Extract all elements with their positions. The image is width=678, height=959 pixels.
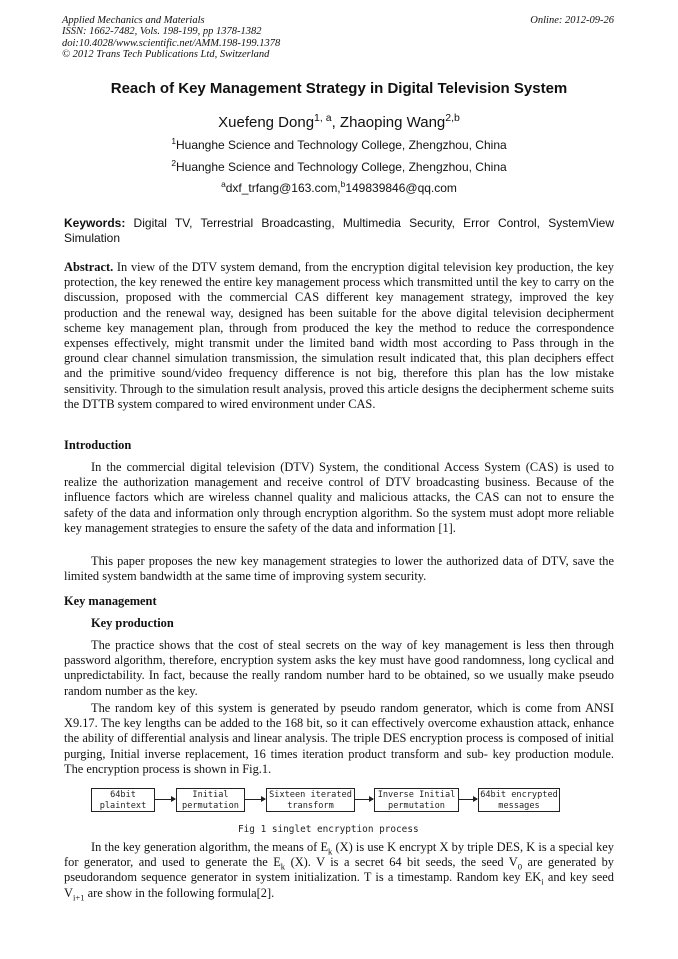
subscript: k [280,861,286,872]
box-initial-permutation [176,788,245,812]
arrow-4 [459,799,477,800]
subscript: i [541,876,544,887]
keywords [64,216,614,246]
paper-title: Reach of Key Management Strategy in Digital Television System [110,80,568,97]
email-a-sup: a [221,179,226,189]
text-run: and key seed V [64,870,614,900]
text-run: (X) is use K encrypt X by triple DES, K is a special key for generator, and used to generate the E [64,840,614,870]
email-b[interactable]: 149839846@qq.com [345,181,457,195]
author-2: Zhaoping Wang [339,114,446,131]
box-sixteen-iterated-line1: Sixteen iterated [269,790,352,800]
figure-1-caption: Fig 1 singlet encryption process [238,824,419,835]
subscript: k [328,846,333,857]
box-sixteen-iterated-line2: transform [287,801,334,811]
arrow-2 [245,799,265,800]
author-1-sup: 1, a [314,112,332,124]
box-encrypted-messages-line1: 64bit encrypted [480,790,558,800]
box-plaintext [91,788,155,812]
key-generation-paragraph [64,840,614,901]
introduction-paragraph-1: In the commercial digital television (DTV) System, the conditional Access System (CAS) is used to realize the authorization management and receive control of DTV broadcasting business. Because of the influence factors which are wireless channel quality and malicious attacks, the CAS can not to ensure the safety of the data and information only through encryption algorithm. So the system must adopt more reliable key management strategies to ensure the safety of the data and information [1]. [64,460,614,535]
affiliation-2 [0,160,678,174]
doi-line[interactable]: doi:10.4028/www.scientific.net/AMM.198-199.1378 [62,37,281,49]
issn-line: ISSN: 1662-7482, Vols. 198-199, pp 1378-1382 [62,26,262,38]
copyright-line: © 2012 Trans Tech Publications Ltd, Switzerland [62,49,270,61]
box-plaintext-line2: plaintext [99,801,147,811]
email-a[interactable]: dxf_trfang@163.com, [225,181,341,195]
text-run: are show in the following formula[2]. [84,885,275,900]
key-production-paragraph-1: The practice shows that the cost of steal secrets on the way of key management is less then through password algorithm, therefore, encryption system asks the key must have good randomness, long cyclical and unpredictability. In fact, because the really random number hard to be obtained, so we usually make pseudo random number as the key. [64,638,614,698]
box-inverse-initial-line2: permutation [388,801,445,811]
abstract [64,260,614,412]
author-line [0,114,678,131]
affiliation-1 [0,138,678,152]
abstract-text: In view of the DTV system demand, from the encryption digital television key production, the key protection, the key renewed the entire key management process which transmitted until the key to carry on the discussion, proposed with the commercial CAS different key management strategy, improved the key production and the renewal way, designed has been suitable for the above digital television decipherment scheme key management plan, through from produced the key the method to reduce the correspondence expenses effectively, might transmit under the limited band width most according to Pass through in the ground clear channel simulation transmission, the simulation result indicated that, this plan deciphers effect and the primitive sound/video frequency difference is not big, therefore this plan has the low mistake sensitivity. Through to the simulation result analysis, proved this article designs the decipherment scheme suits the DTTB system compared to wired environment under CAS. [64,260,614,411]
author-1: Xuefeng Dong [218,114,315,131]
box-initial-permutation-line2: permutation [182,801,239,811]
text-run: are generated by pseudorandom sequence generator in system initialization. T is a timestamp. Random key EK [64,855,614,885]
key-production-subheading: Key production [91,616,174,630]
arrow-1 [155,799,175,800]
author-2-sup: 2,b [445,112,460,124]
affiliation-2-text: Huanghe Science and Technology College, Zhengzhou, China [175,160,507,174]
online-date: Online: 2012-09-26 [530,15,614,26]
box-inverse-initial-line1: Inverse Initial [377,790,456,800]
journal-header [62,15,280,61]
affiliation-1-text: Huanghe Science and Technology College, Zhengzhou, China [175,138,507,152]
introduction-heading: Introduction [64,438,132,452]
introduction-paragraph-2: This paper proposes the new key management strategies to lower the authorized data of DTV, save the limited system bandwidth at the same time of improving system security. [64,554,614,584]
key-management-heading: Key management [64,594,157,608]
journal-name: Applied Mechanics and Materials [62,15,205,26]
abstract-label: Abstract. [64,260,114,274]
text-run: In the key generation algorithm, the means of E [91,840,329,854]
keywords-text: Digital TV, Terrestrial Broadcasting, Multimedia Security, Error Control, SystemView Simulation [64,216,614,245]
box-initial-permutation-line1: Initial [192,790,229,800]
box-encrypted-messages-line2: messages [498,801,540,811]
subscript: 0 [517,861,523,872]
arrow-3 [355,799,373,800]
box-sixteen-iterated [266,788,355,812]
box-plaintext-line1: 64bit [110,790,136,800]
affiliation-1-sup: 1 [171,136,176,146]
keywords-label: Keywords: [64,216,126,230]
key-production-paragraph-2: The random key of this system is generated by pseudo random generator, which is come from ANSI X9.17. The key lengths can be added to the 168 bit, so it can effectively overcome exhaustion attack, enhance the ability of differential analysis and linear analysis. The triple DES encryption process is composed of initial purging, Initial inverse replacement, 16 times iteration product transform and sub- key production module. The encryption process is shown in Fig.1. [64,701,614,776]
author-separator: , [331,114,340,131]
email-b-sup: b [340,179,346,189]
affiliation-2-sup: 2 [171,158,176,168]
box-inverse-initial [374,788,459,812]
email-line [0,181,678,195]
subscript: i+1 [72,892,85,903]
box-encrypted-messages [478,788,560,812]
text-run: (X). V is a secret 64 bit seeds, the seed V [285,855,518,870]
